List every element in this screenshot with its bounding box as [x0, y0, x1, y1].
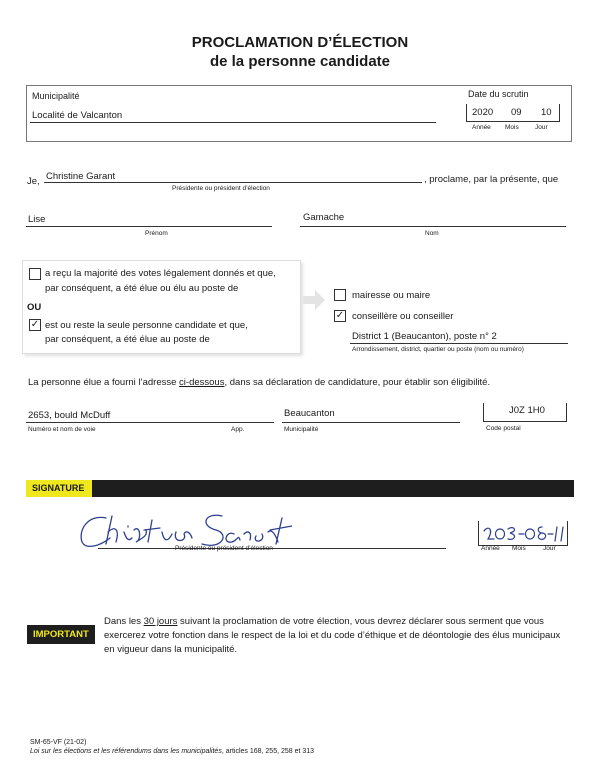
officer-line — [44, 182, 422, 183]
sole-text-1: est ou reste la seule personne candidate et que, — [45, 320, 248, 331]
sig-year-caption: Année — [481, 545, 500, 552]
signature-bar — [92, 480, 574, 497]
sig-day-caption: Jour — [543, 545, 556, 552]
municipality-label: Municipalité — [32, 91, 80, 101]
handwritten-date — [480, 523, 566, 545]
city-caption: Municipalité — [284, 426, 319, 433]
postal-caption: Code postal — [486, 425, 521, 432]
month-caption: Mois — [505, 124, 519, 131]
sole-candidate-checkbox[interactable]: ✓ — [30, 319, 40, 330]
officer-caption: Présidente ou président d’élection — [172, 185, 270, 192]
majority-text-2: par conséquent, a été élue ou élu au poste de — [45, 283, 239, 294]
mayor-checkbox[interactable] — [334, 289, 346, 301]
municipality-value: Localité de Valcanton — [32, 110, 123, 121]
year-caption: Année — [472, 124, 491, 131]
sole-text-2: par conséquent, a été élue au poste de — [45, 334, 210, 345]
district-caption: Arrondissement, district, quartier ou poste (nom ou numéro) — [352, 346, 524, 353]
date-label: Date du scrutin — [468, 89, 529, 99]
day-caption: Jour — [535, 124, 548, 131]
last-name-caption: Nom — [425, 230, 439, 237]
last-name-value: Gamache — [303, 212, 345, 223]
street-caption: Numéro et nom de voie — [28, 426, 96, 433]
important-badge: IMPORTANT — [33, 629, 89, 640]
page-subtitle: de la personne candidate — [209, 53, 391, 70]
arrow-right-icon — [303, 290, 325, 310]
councillor-label: conseillère ou conseiller — [352, 311, 454, 322]
city-value: Beaucanton — [284, 408, 335, 419]
app-caption: App. — [231, 426, 245, 433]
address-intro: La personne élue a fourni l’adresse ci-dessous, dans sa déclaration de candidature, pour établir son éligibilité. — [28, 377, 491, 388]
district-line — [350, 343, 568, 344]
majority-checkbox[interactable] — [29, 268, 41, 280]
city-line — [282, 422, 460, 423]
date-year: 2020 — [472, 107, 494, 118]
je-label: Je, — [27, 176, 40, 187]
important-text: Dans les 30 jours suivant la proclamation de votre élection, vous devrez déclarer sous serment que vous exercerez votre fonction dans le respect de la loi et du code d’éthique et de déontologie des élus municipaux en vigueur dans la municipalité. — [104, 616, 561, 655]
first-name-value: Lise — [28, 214, 46, 225]
page-title: PROCLAMATION D’ÉLECTION — [191, 34, 409, 51]
majority-text-1: a reçu la majorité des votes légalement donnés et que, — [45, 268, 276, 279]
sig-month-caption: Mois — [512, 545, 526, 552]
postal-value: J0Z 1H0 — [509, 405, 545, 416]
signature-heading: SIGNATURE — [32, 483, 85, 493]
date-month: 09 — [511, 107, 522, 118]
date-day: 10 — [541, 107, 552, 118]
street-line — [26, 422, 274, 423]
signer-caption: Présidente ou président d’élection — [175, 545, 273, 552]
last-name-line — [300, 226, 566, 227]
law-reference: Loi sur les élections et les référendums dans les municipalités, articles 168, 255, 258 et 313 — [30, 748, 315, 755]
municipality-line — [30, 122, 436, 123]
officer-name: Christine Garant — [46, 171, 116, 182]
street-value: 2653, bould McDuff — [28, 410, 111, 421]
first-name-line — [26, 226, 272, 227]
councillor-checkbox[interactable]: ✓ — [335, 310, 345, 321]
form-code: SM-65-VF (21-02) — [30, 739, 87, 746]
district-value: District 1 (Beaucanton), poste n° 2 — [352, 331, 497, 342]
proclame-text: , proclame, par la présente, que — [424, 174, 559, 185]
first-name-caption: Prénom — [145, 230, 168, 237]
mayor-label: mairesse ou maire — [352, 290, 431, 301]
ou-label: OU — [27, 302, 42, 313]
